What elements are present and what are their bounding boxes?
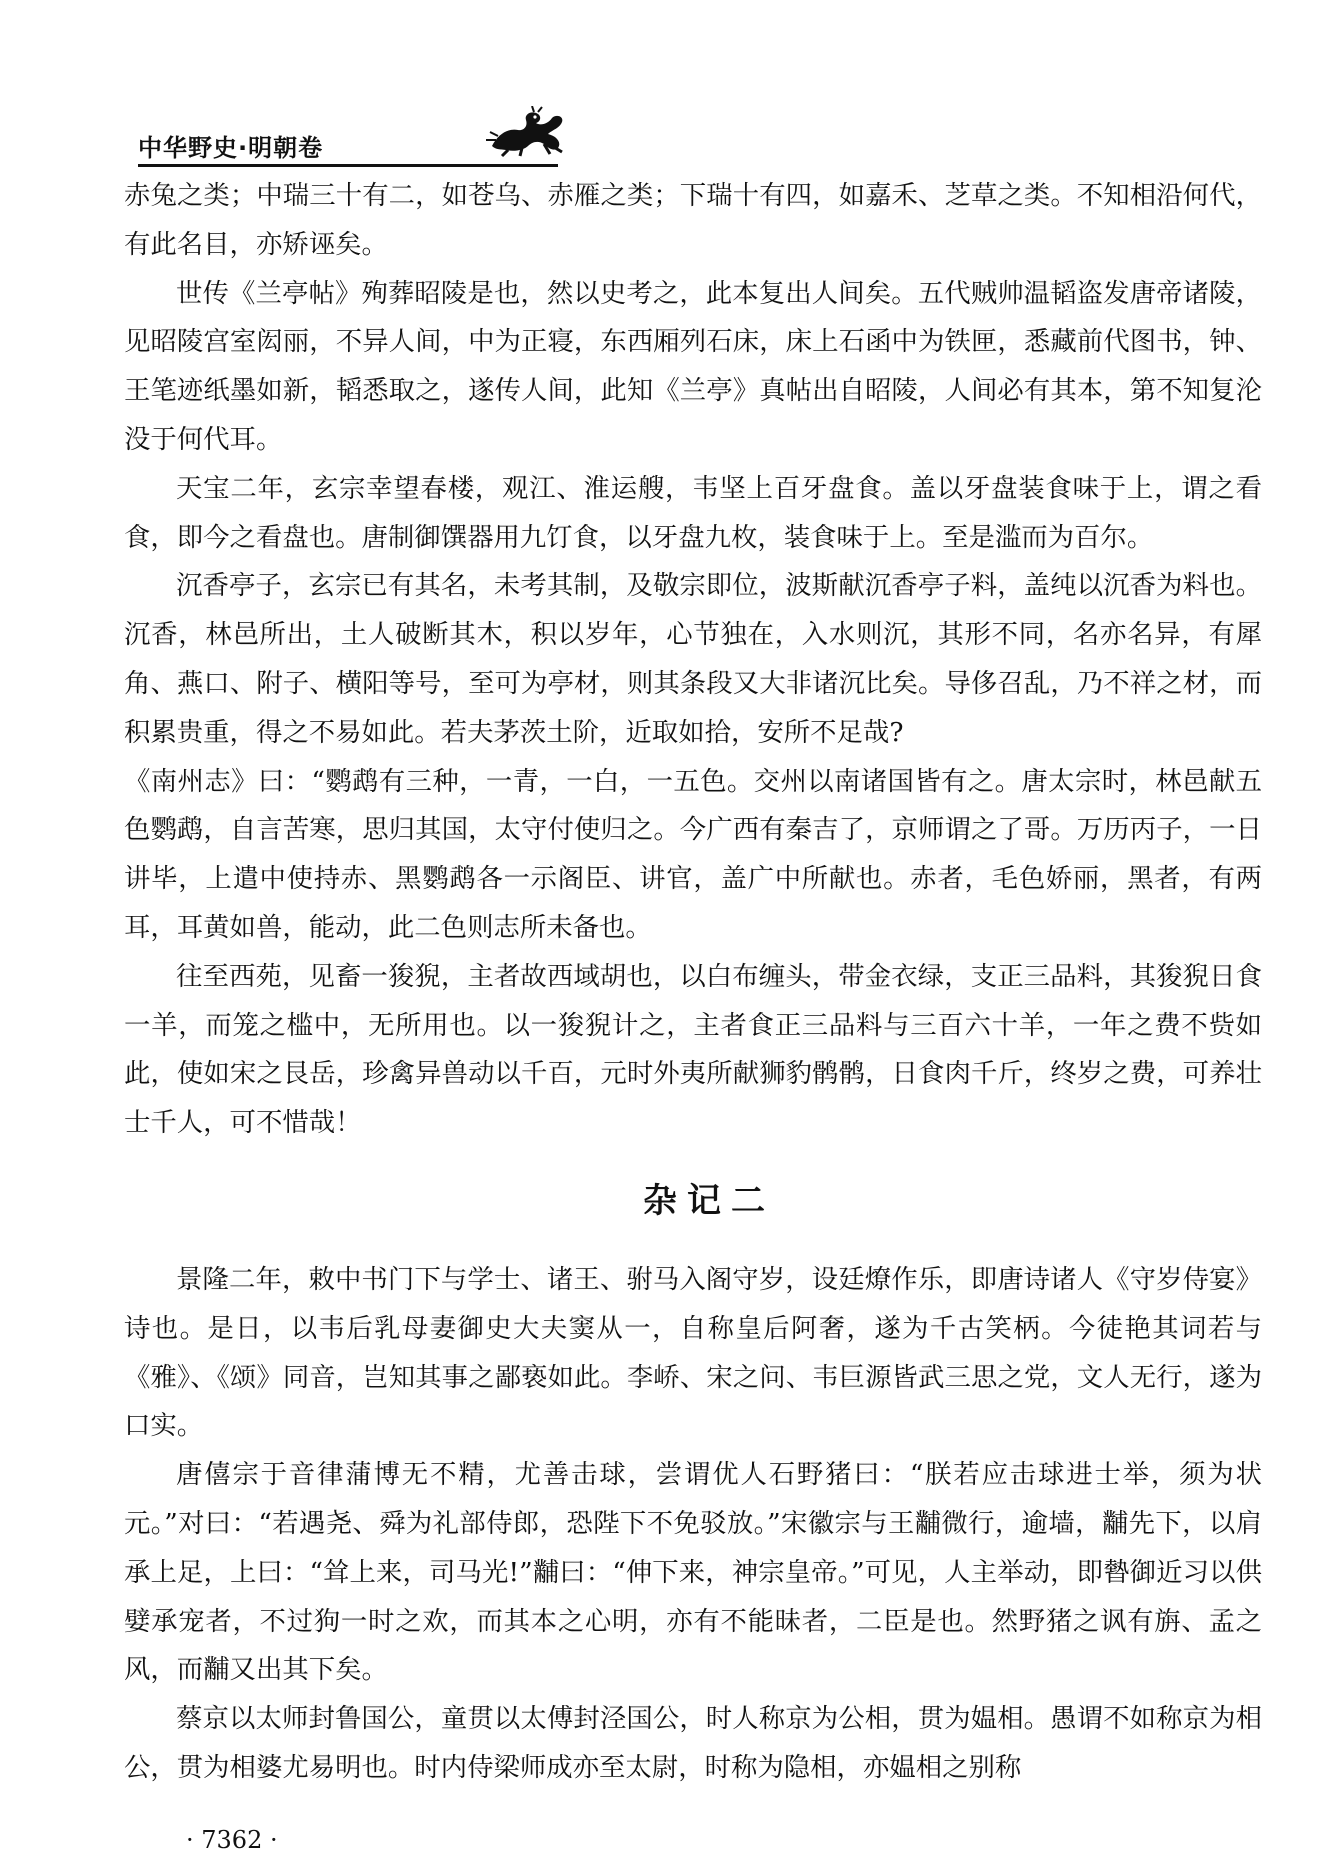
- paragraph-nanzhouzhi: 《南州志》曰：“鹦鹉有三种，一青，一白，一五色。交州以南诸国皆有之。唐太宗时，林邑献五色鹦鹉，自言苦寒，思归其国，太守付使归之。今广西有秦吉了，京师谓之了哥。万历丙子，一日讲毕，上遣中使持赤、黑鹦鹉各一示阁臣、讲官，盖广中所献也。赤者，毛色娇丽，黑者，有两耳，耳黄如兽，能动，此二色则志所未备也。: [124, 765, 1262, 943]
- paragraph-jinglong: 景隆二年，敕中书门下与学士、诸王、驸马入阁守岁，设廷燎作乐，即唐诗诸人《守岁侍宴》诗也。是日，以韦后乳母妻御史大夫窦从一，自称皇后阿奢，遂为千古笑柄。今徒艳其词若与《雅》、《颂》同音，岂知其事之鄙亵如此。李峤、宋之问、韦巨源皆武三思之党，文人无行，遂为口实。: [124, 1263, 1262, 1442]
- paragraph-lanting: 世传《兰亭帖》殉葬昭陵是也，然以史考之，此本复出人间矣。五代贼帅温韬盗发唐帝诸陵，见昭陵宫室闳丽，不异人间，中为正寝，东西厢列石床，床上石函中为铁匣，悉藏前代图书，钟、王笔迹纸墨如新，韬悉取之，遂传人间，此知《兰亭》真帖出自昭陵，人间必有其本，第不知复沦没于何代耳。: [124, 277, 1262, 455]
- section-title: 杂记二: [643, 1180, 775, 1221]
- running-header: [138, 112, 558, 160]
- header-rule: [138, 164, 558, 167]
- paragraph-chenxiang: 沉香亭子，玄宗已有其名，未考其制，及敬宗即位，波斯献沉香亭子料，盖纯以沉香为料也。沉香，林邑所出，土人破断其木，积以岁年，心节独在，入水则沉，其形不同，名亦名异，有犀角、燕口、附子、横阳等号，至可为亭材，则其条段又大非诸沉比矣。导侈召乱，乃不祥之材，而积累贵重，得之不易如此。若夫茅茨土阶，近取如拾，安所不足哉?: [124, 570, 1262, 748]
- book-title: 中华野史·明朝卷: [138, 134, 324, 162]
- page-body: [124, 172, 1262, 1793]
- paragraph-tianbao: 天宝二年，玄宗幸望春楼，观江、淮运艘，韦坚上百牙盘食。盖以牙盘装食味于上，谓之看食，即今之看盘也。唐制御馔器用九饤食，以牙盘九枚，装食味于上。至是滥而为百尔。: [124, 472, 1262, 553]
- paragraph-continued: 赤兔之类；中瑞三十有二，如苍乌、赤雁之类；下瑞十有四，如嘉禾、芝草之类。不知相沿何代，有此名目，亦矫诬矣。: [124, 180, 1262, 260]
- paragraph-xizong: 唐僖宗于音律蒲博无不精，尤善击球，尝谓优人石野猪曰：“朕若应击球进士举，须为状元。”对曰：“若遇尧、舜为礼部侍郎，恐陛下不免驳放。”宋徽宗与王黼微行，逾墙，黼先下，以肩承上足，上曰：“耸上来，司马光!”黼曰：“伸下来，神宗皇帝。”可见，人主举动，即暬御近习以供嬖承宠者，不过狗一时之欢，而其本之心明，亦有不能昧者，二臣是也。然野猪之讽有旃、孟之风，而黼又出其下矣。: [124, 1459, 1262, 1686]
- paragraph-xiyuan: 往至西苑，见畜一狻猊，主者故西域胡也，以白布缠头，带金衣绿，支正三品料，其狻猊日食一羊，而笼之槛中，无所用也。以一狻猊计之，主者食正三品料与三百六十羊，一年之费不赀如此，使如宋之艮岳，珍禽异兽动以千百，元时外夷所献狮豹鹘鹘，日食肉千斤，终岁之费，可养壮士千人，可不惜哉！: [124, 960, 1262, 1139]
- dragon-emblem-icon: [478, 106, 574, 158]
- page-number: · 7362 ·: [186, 1826, 278, 1854]
- paragraph-caijing: 蔡京以太师封鲁国公，童贯以太傅封泾国公，时人称京为公相，贯为媪相。愚谓不如称京为相公，贯为相婆尤易明也。时内侍梁师成亦至太尉，时称为隐相，亦媪相之别称: [124, 1703, 1262, 1783]
